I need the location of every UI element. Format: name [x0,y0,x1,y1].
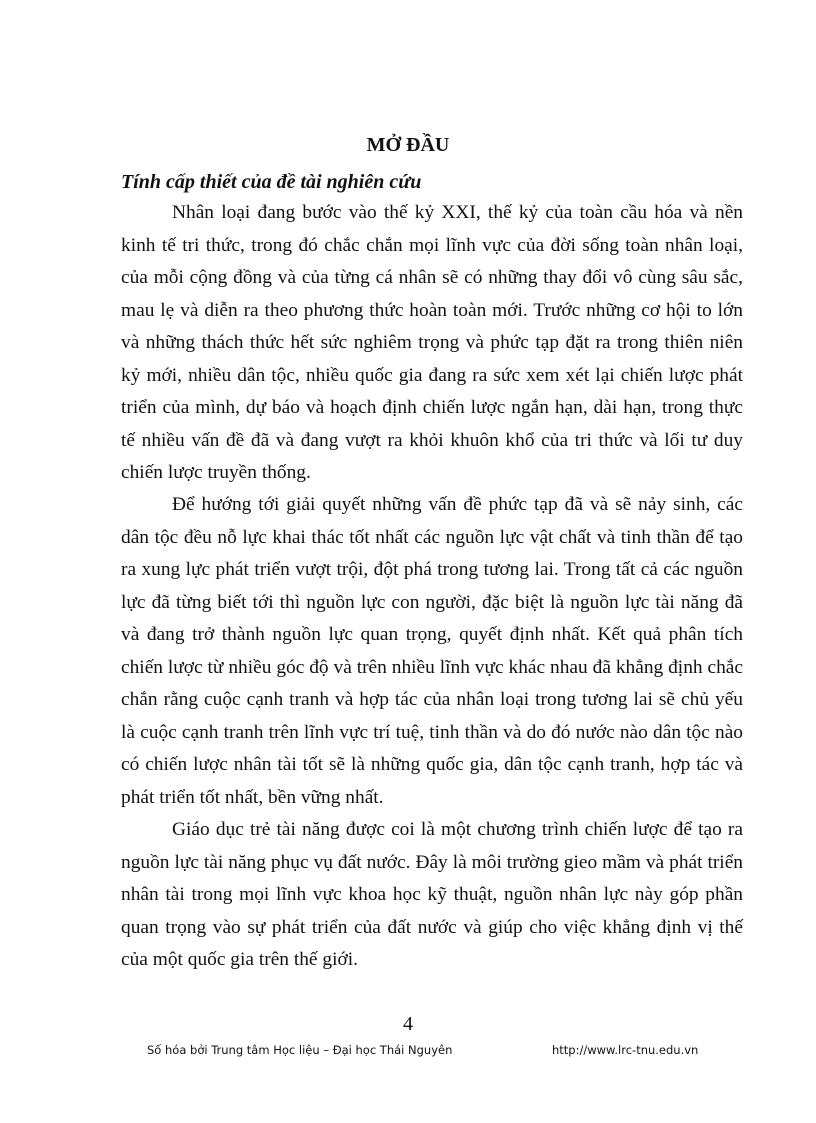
footer-source-text: Số hóa bởi Trung tâm Học liệu – Đại học Thái Nguyên [147,1043,453,1057]
section-heading: Tính cấp thiết của đề tài nghiên cứu [121,171,422,193]
body-paragraph: Để hướng tới giải quyết những vấn đề phức tạp đã và sẽ nảy sinh, các dân tộc đều nỗ lực khai thác tốt nhất các nguồn lực vật chất và tinh thần để tạo ra xung lực phát triển vượt trội, đột phá trong tương lai. Trong tất cả các nguồn lực đã từng biết tới thì nguồn lực con người, đặc biệt là nguồn lực tài năng đã và đang trở thành nguồn lực quan trọng, quyết định nhất. Kết quả phân tích chiến lược từ nhiều góc độ và trên nhiều lĩnh vực khác nhau đã khẳng định chắc chắn rằng cuộc cạnh tranh và hợp tác của nhân loại trong tương lai sẽ chủ yếu là cuộc cạnh tranh trên lĩnh vực trí tuệ, tinh thần và do đó nước nào dân tộc nào có chiến lược nhân tài tốt sẽ là những quốc gia, dân tộc cạnh tranh, hợp tác và phát triển tốt nhất, bền vững nhất. [121,494,743,808]
page-number: 4 [403,1013,413,1035]
body-paragraph: Nhân loại đang bước vào thế kỷ XXI, thế kỷ của toàn cầu hóa và nền kinh tế tri thức, trong đó chắc chắn mọi lĩnh vực của đời sống toàn nhân loại, của mỗi cộng đồng và của từng cá nhân sẽ có những thay đổi vô cùng sâu sắc, mau lẹ và diễn ra theo phương thức hoàn toàn mới. Trước những cơ hội to lớn và những thách thức hết sức nghiêm trọng và phức tạp đặt ra trong thiên niên kỷ mới, nhiều dân tộc, nhiều quốc gia đang ra sức xem xét lại chiến lược phát triển của mình, dự báo và hoạch định chiến lược ngắn hạn, dài hạn, trong thực tế nhiều vấn đề đã và đang vượt ra khỏi khuôn khổ của tri thức và lối tư duy chiến lược truyền thống. [121,202,743,483]
footer-url: http://www.lrc-tnu.edu.vn [552,1043,699,1057]
body-paragraph: Giáo dục trẻ tài năng được coi là một chương trình chiến lược để tạo ra nguồn lực tài năng phục vụ đất nước. Đây là môi trường gieo mầm và phát triển nhân tài trong mọi lĩnh vực khoa học kỹ thuật, nguồn nhân lực này góp phần quan trọng vào sự phát triển của đất nước và giúp cho việc khẳng định vị thế của một quốc gia trên thế giới. [121,819,743,970]
page-title: MỞ ĐẦU [366,134,450,156]
